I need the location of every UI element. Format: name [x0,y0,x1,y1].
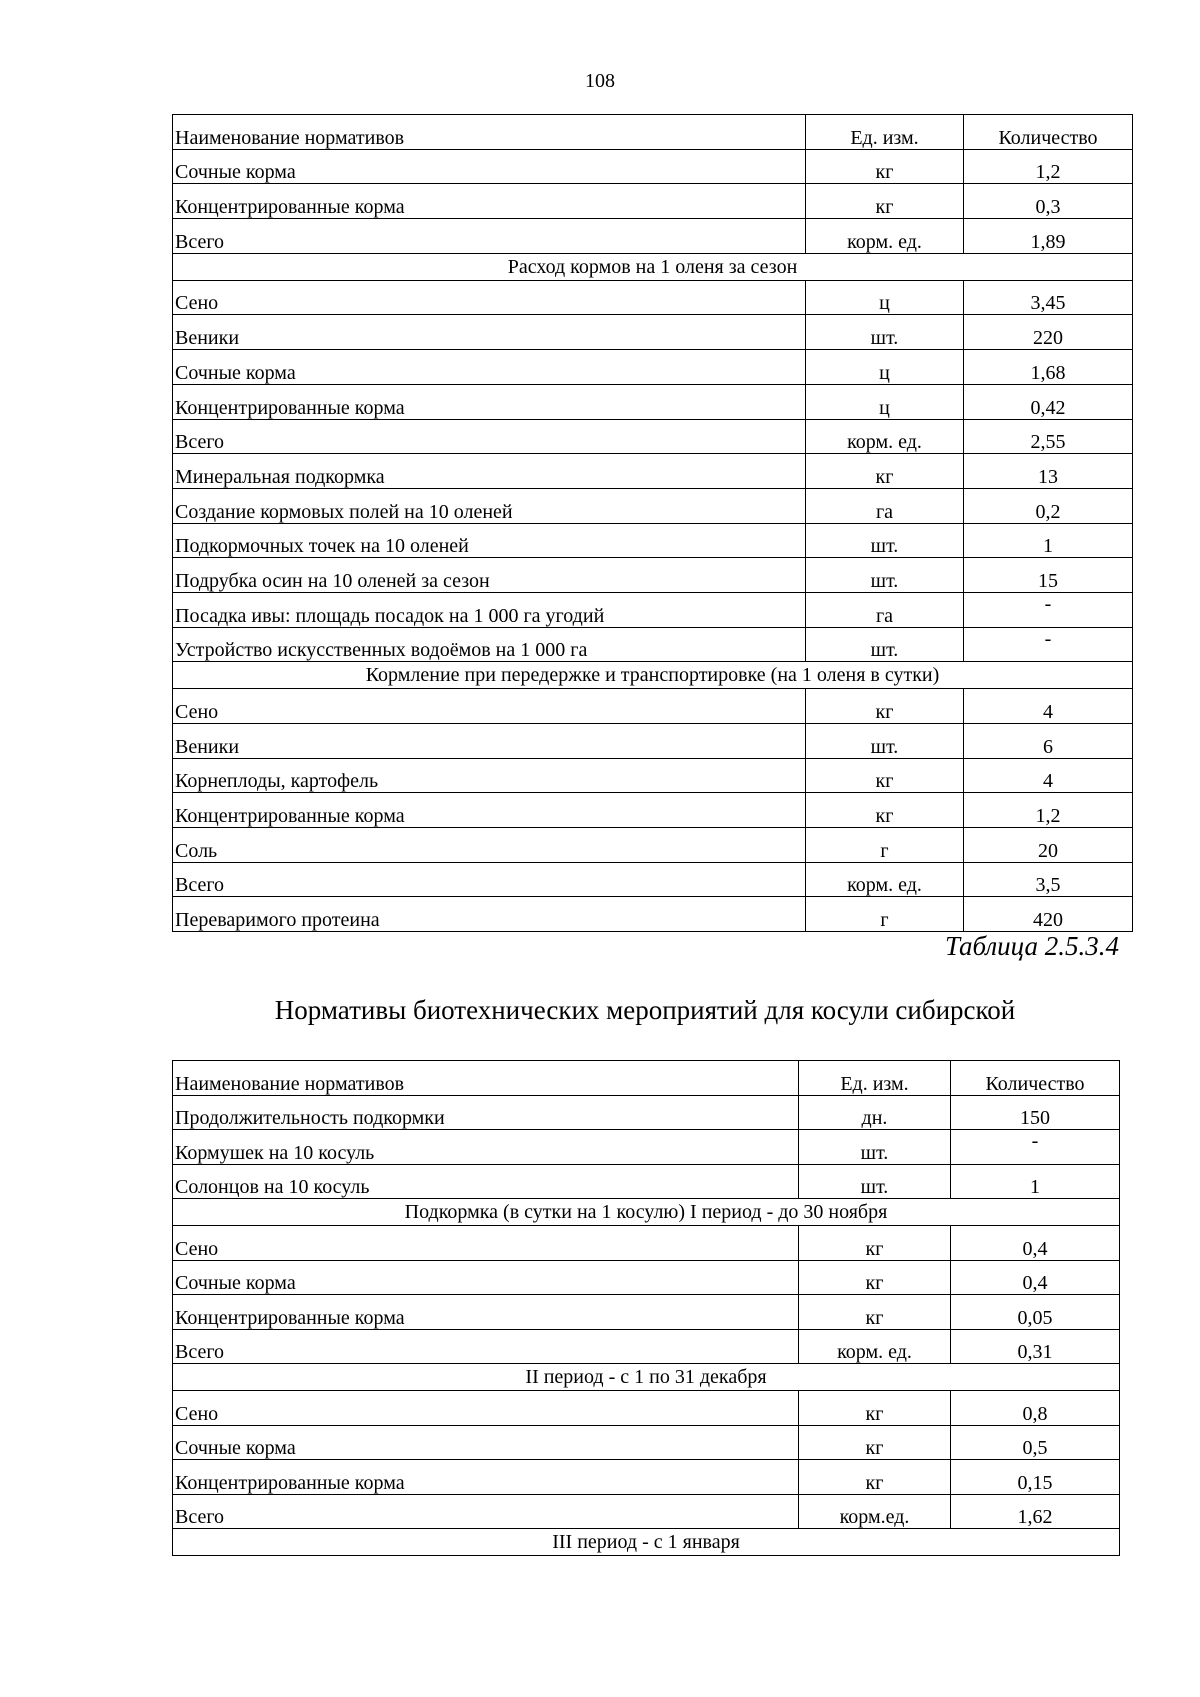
cell-name: Посадка ивы: площадь посадок на 1 000 га угодий [173,592,806,627]
section-row [173,1529,1120,1556]
cell-quantity: 0,5 [951,1425,1120,1460]
table-row [173,828,1133,863]
table-row [173,149,1133,184]
table-body [173,115,1133,932]
cell-quantity: 0,3 [964,184,1133,219]
cell-name: Концентрированные корма [173,184,806,219]
cell-quantity: 0,05 [951,1295,1120,1330]
table-number: Таблица 2.5.3.4 [944,931,1119,961]
table-row [173,689,1133,724]
cell-name: Соль [173,828,806,863]
table-row [173,419,1133,454]
header-cell-unit: Ед. изм. [806,115,964,150]
cell-name: Продолжительность подкормки [173,1095,799,1130]
cell-quantity: 15 [964,558,1133,593]
cell-unit: корм. ед. [806,862,964,897]
roe-deer-norms-table [172,1060,1120,1556]
cell-quantity: 3,5 [964,862,1133,897]
table-row [173,1391,1120,1426]
cell-unit: корм. ед. [806,219,964,254]
cell-name: Всего [173,419,806,454]
cell-name: Создание кормовых полей на 10 оленей [173,488,806,523]
cell-unit: шт. [806,558,964,593]
cell-quantity: - [951,1130,1120,1165]
table-row [173,280,1133,315]
cell-unit: кг [799,1425,951,1460]
cell-name: Всего [173,1329,799,1364]
table-row [173,219,1133,254]
table-row [173,184,1133,219]
cell-unit: кг [799,1460,951,1495]
cell-quantity: - [964,627,1133,662]
cell-quantity: 0,42 [964,384,1133,419]
section-title: Расход кормов на 1 оленя за сезон [173,253,1133,280]
cell-quantity: 220 [964,315,1133,350]
header-cell-name: Наименование нормативов [173,115,806,150]
table-row [173,315,1133,350]
table-row [173,1329,1120,1364]
cell-quantity: 0,15 [951,1460,1120,1495]
cell-name: Концентрированные корма [173,1460,799,1495]
cell-quantity: 4 [964,758,1133,793]
cell-unit: корм. ед. [806,419,964,454]
table-row [173,724,1133,759]
section-row [173,1199,1120,1226]
cell-name: Устройство искусственных водоёмов на 1 000 га [173,627,806,662]
table-row [173,1260,1120,1295]
cell-unit: дн. [799,1095,951,1130]
table-row [173,558,1133,593]
cell-unit: шт. [799,1130,951,1165]
cell-name: Веники [173,315,806,350]
table-row [173,1226,1120,1261]
header-cell-unit: Ед. изм. [799,1061,951,1096]
cell-quantity: 0,8 [951,1391,1120,1426]
cell-quantity: 1,62 [951,1494,1120,1529]
cell-quantity: 13 [964,454,1133,489]
table-row [173,862,1133,897]
cell-quantity: 1 [964,523,1133,558]
cell-unit: шт. [806,315,964,350]
cell-name: Кормушек на 10 косуль [173,1130,799,1165]
cell-name: Подрубка осин на 10 оленей за сезон [173,558,806,593]
cell-quantity: 4 [964,689,1133,724]
page-number: 108 [585,70,615,92]
table-row [173,1130,1120,1165]
cell-quantity: 0,2 [964,488,1133,523]
table-row [173,384,1133,419]
section-row [173,662,1133,689]
table-row [173,488,1133,523]
cell-name: Всего [173,1494,799,1529]
cell-name: Переваримого протеина [173,897,806,932]
cell-unit: кг [806,689,964,724]
cell-unit: кг [799,1295,951,1330]
header-cell-quantity: Количество [951,1061,1120,1096]
cell-name: Сочные корма [173,350,806,385]
cell-name: Сочные корма [173,1425,799,1460]
cell-quantity: 1,2 [964,149,1133,184]
table-row [173,1095,1120,1130]
cell-quantity: 0,31 [951,1329,1120,1364]
cell-name: Концентрированные корма [173,1295,799,1330]
cell-quantity: 0,4 [951,1226,1120,1261]
cell-unit: шт. [799,1164,951,1199]
cell-unit: кг [806,758,964,793]
cell-name: Концентрированные корма [173,384,806,419]
cell-unit: шт. [806,627,964,662]
cell-unit: кг [799,1226,951,1261]
table-row [173,793,1133,828]
section-title: Кормление при передержке и транспортировке (на 1 оленя в сутки) [173,662,1133,689]
header-cell-name: Наименование нормативов [173,1061,799,1096]
cell-unit: кг [806,149,964,184]
cell-name: Подкормочных точек на 10 оленей [173,523,806,558]
cell-name: Солонцов на 10 косуль [173,1164,799,1199]
table-row [173,897,1133,932]
cell-name: Сочные корма [173,1260,799,1295]
table-row [173,1164,1120,1199]
cell-name: Веники [173,724,806,759]
table-row [173,1494,1120,1529]
cell-quantity: 2,55 [964,419,1133,454]
cell-unit: г [806,828,964,863]
table-row [173,1425,1120,1460]
cell-name: Концентрированные корма [173,793,806,828]
cell-quantity: 6 [964,724,1133,759]
cell-quantity: 420 [964,897,1133,932]
cell-unit: ц [806,350,964,385]
cell-unit: корм.ед. [799,1494,951,1529]
cell-quantity: 1,89 [964,219,1133,254]
cell-name: Всего [173,219,806,254]
section-title: Подкормка (в сутки на 1 косулю) I период - до 30 ноября [173,1199,1120,1226]
cell-unit: ц [806,384,964,419]
table-title: Нормативы биотехнических мероприятий для косули сибирской [274,995,1016,1025]
cell-quantity: 1,68 [964,350,1133,385]
cell-quantity: 1 [951,1164,1120,1199]
table-row [173,454,1133,489]
cell-quantity: 20 [964,828,1133,863]
cell-unit: шт. [806,724,964,759]
cell-unit: г [806,897,964,932]
cell-unit: шт. [806,523,964,558]
cell-quantity: 150 [951,1095,1120,1130]
cell-name: Всего [173,862,806,897]
table-row [173,758,1133,793]
cell-quantity: - [964,592,1133,627]
table-header-row [173,115,1133,150]
section-row [173,253,1133,280]
table-body [173,1061,1120,1556]
section-title: III период - с 1 января [173,1529,1120,1556]
cell-unit: кг [806,184,964,219]
cell-name: Корнеплоды, картофель [173,758,806,793]
cell-unit: га [806,592,964,627]
cell-unit: кг [806,454,964,489]
cell-quantity: 0,4 [951,1260,1120,1295]
cell-unit: га [806,488,964,523]
cell-quantity: 3,45 [964,280,1133,315]
cell-unit: кг [799,1391,951,1426]
deer-norms-table [172,114,1133,932]
table-row [173,523,1133,558]
section-title: II период - с 1 по 31 декабря [173,1364,1120,1391]
cell-unit: ц [806,280,964,315]
table-header-row [173,1061,1120,1096]
table-row [173,1460,1120,1495]
table-row [173,592,1133,627]
table-row [173,1295,1120,1330]
cell-unit: корм. ед. [799,1329,951,1364]
cell-name: Сено [173,1391,799,1426]
cell-unit: кг [806,793,964,828]
table-row [173,627,1133,662]
table-row [173,350,1133,385]
cell-name: Минеральная подкормка [173,454,806,489]
cell-quantity: 1,2 [964,793,1133,828]
cell-name: Сено [173,689,806,724]
cell-unit: кг [799,1260,951,1295]
cell-name: Сено [173,1226,799,1261]
header-cell-quantity: Количество [964,115,1133,150]
section-row [173,1364,1120,1391]
cell-name: Сочные корма [173,149,806,184]
cell-name: Сено [173,280,806,315]
